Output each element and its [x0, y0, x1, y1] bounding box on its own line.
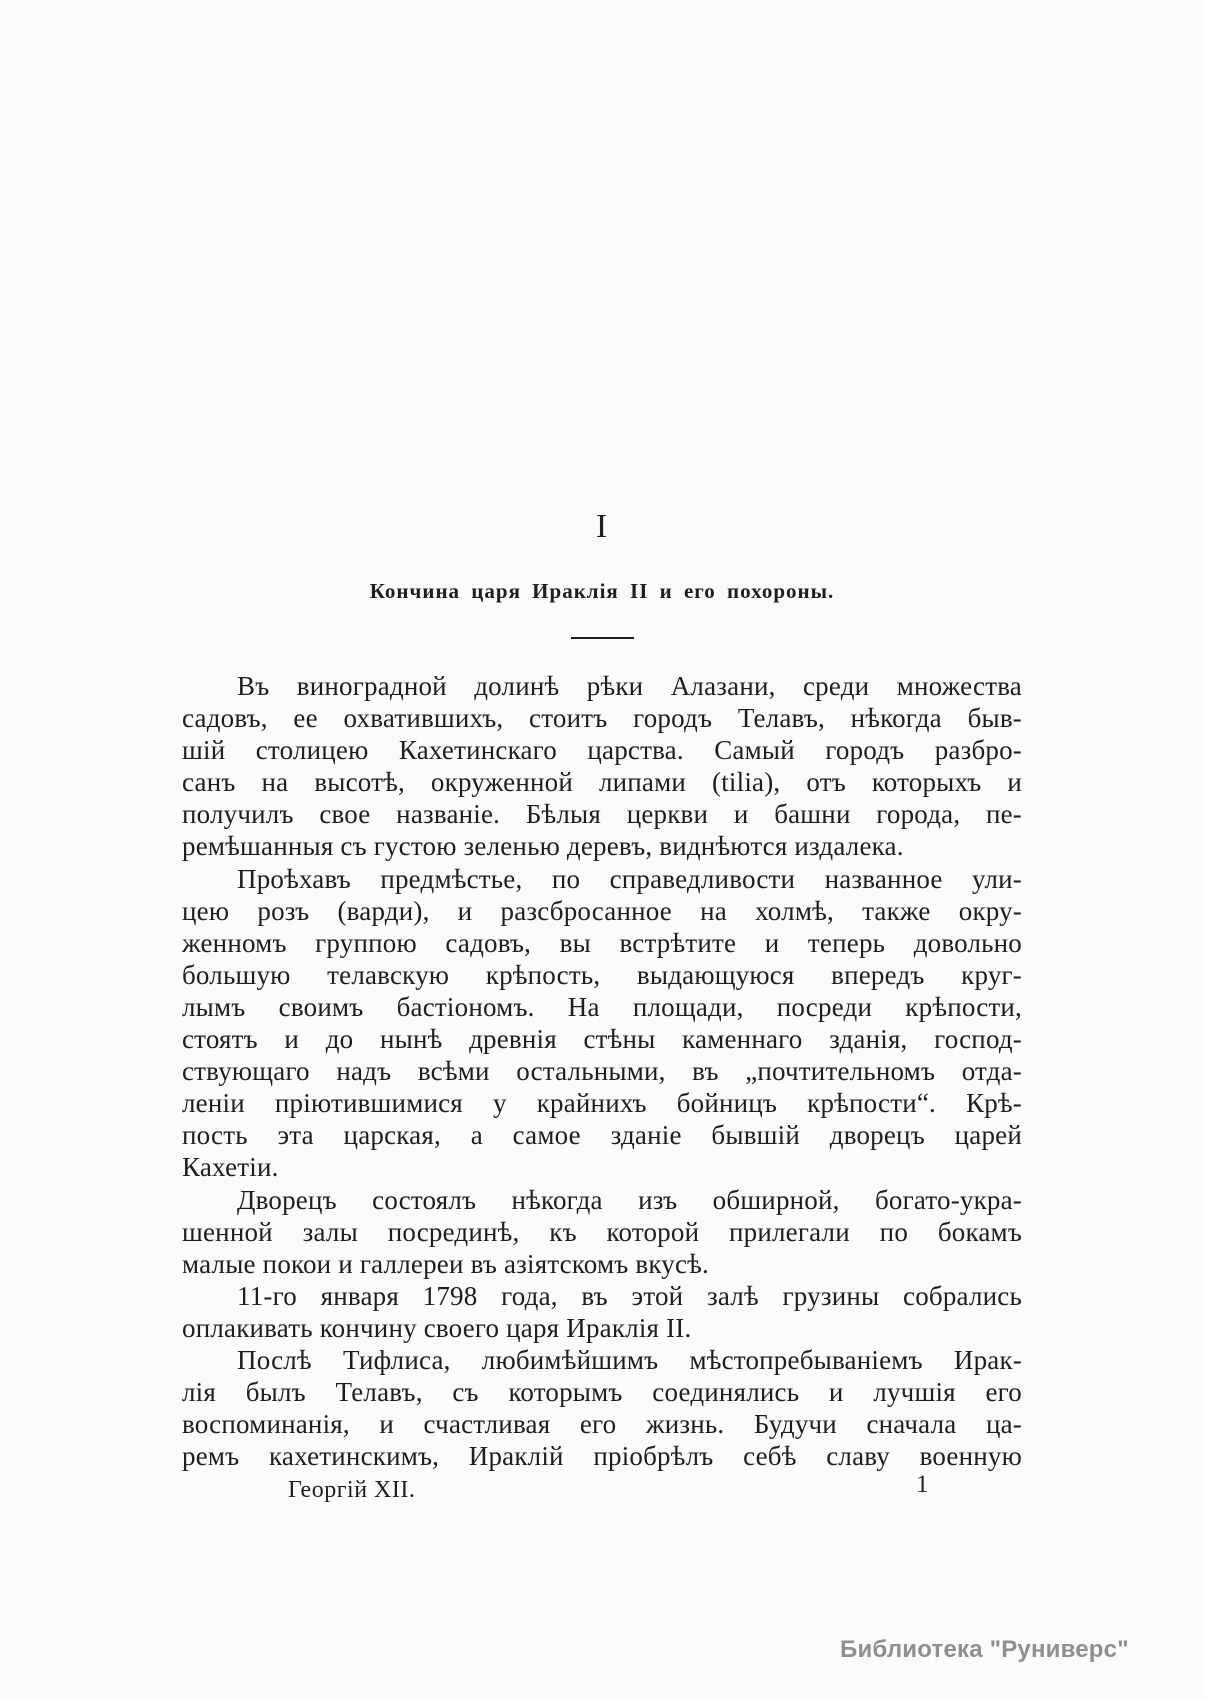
text-line: лымъ своимъ бастіономъ. На площади, посреди крѣпости, [182, 991, 1022, 1022]
text-line: шенной залы посрединѣ, къ которой прилегали по бокамъ [182, 1216, 1022, 1247]
text-line: Дворецъ состоялъ нѣкогда изъ обширной, богато-укра- [237, 1184, 1022, 1215]
text-line: получилъ свое названіе. Бѣлыя церкви и башни города, пе- [182, 799, 1022, 830]
body-text [182, 670, 1022, 1472]
text-line: цею розъ (варди), и разсбросанное на холмѣ, также окру- [182, 895, 1022, 926]
text-line: Проѣхавъ предмѣстье, по справедливости названное ули- [237, 863, 1022, 894]
page-number: 1 [916, 1471, 929, 1498]
text-line: пость эта царская, а самое зданіе бывшій дворецъ царей [182, 1120, 1022, 1151]
text-line: ремъ кахетинскимъ, Ираклій пріобрѣлъ себѣ славу военную [182, 1441, 1022, 1472]
paragraph [182, 670, 1022, 863]
library-watermark: Библиотека "Руниверс" [840, 1636, 1129, 1663]
text-line: ствующаго надъ всѣми остальными, въ „почтительномъ отда- [182, 1056, 1022, 1087]
text-line: малые покои и галлереи въ азіятскомъ вкусѣ. [182, 1248, 709, 1279]
text-line: большую телавскую крѣпость, выдающуюся впередъ круг- [182, 959, 1022, 990]
text-line: воспоминанія, и счастливая его жизнь. Будучи сначала ца- [182, 1409, 1022, 1440]
running-title: Георгій XII. [288, 1477, 416, 1503]
text-line: женномъ группою садовъ, вы встрѣтите и теперь довольно [182, 927, 1022, 958]
text-line: садовъ, ее охватившихъ, стоитъ городъ Телавъ, нѣкогда быв- [182, 703, 1022, 734]
text-line: Кахетіи. [182, 1152, 279, 1183]
text-line: шій столицею Кахетинскаго царства. Самый городъ разбро- [182, 735, 1022, 766]
paragraph [182, 1280, 1022, 1344]
text-line: Въ виноградной долинѣ рѣки Алазани, среди множества [237, 671, 1022, 701]
text-line: санъ на высотѣ, окруженной липами (tilia), отъ которыхъ и [182, 767, 1022, 798]
chapter-numeral: I [595, 508, 609, 545]
text-line: лія былъ Телавъ, съ которымъ соединялись и лучшія его [182, 1377, 1022, 1408]
chapter-heading: Кончина царя Ираклія II и его похороны. [369, 579, 835, 603]
text-line: ремѣшанныя съ густою зеленью деревъ, виднѣются издалека. [182, 831, 904, 862]
paragraph [182, 1344, 1022, 1472]
text-line: леніи пріютившимися у крайнихъ бойницъ крѣпости“. Крѣ- [182, 1088, 1022, 1119]
paragraph [182, 1184, 1022, 1280]
text-line: 11-го января 1798 года, въ этой залѣ грузины собрались [237, 1280, 1022, 1311]
paragraph [182, 863, 1022, 1184]
text-line: стоятъ и до нынѣ древнія стѣны каменнаго зданія, господ- [182, 1024, 1022, 1055]
heading-divider [571, 637, 634, 639]
text-line: Послѣ Тифлиса, любимѣйшимъ мѣстопребываніемъ Ирак- [237, 1344, 1022, 1375]
text-line: оплакивать кончину своего царя Ираклія II. [182, 1312, 692, 1343]
